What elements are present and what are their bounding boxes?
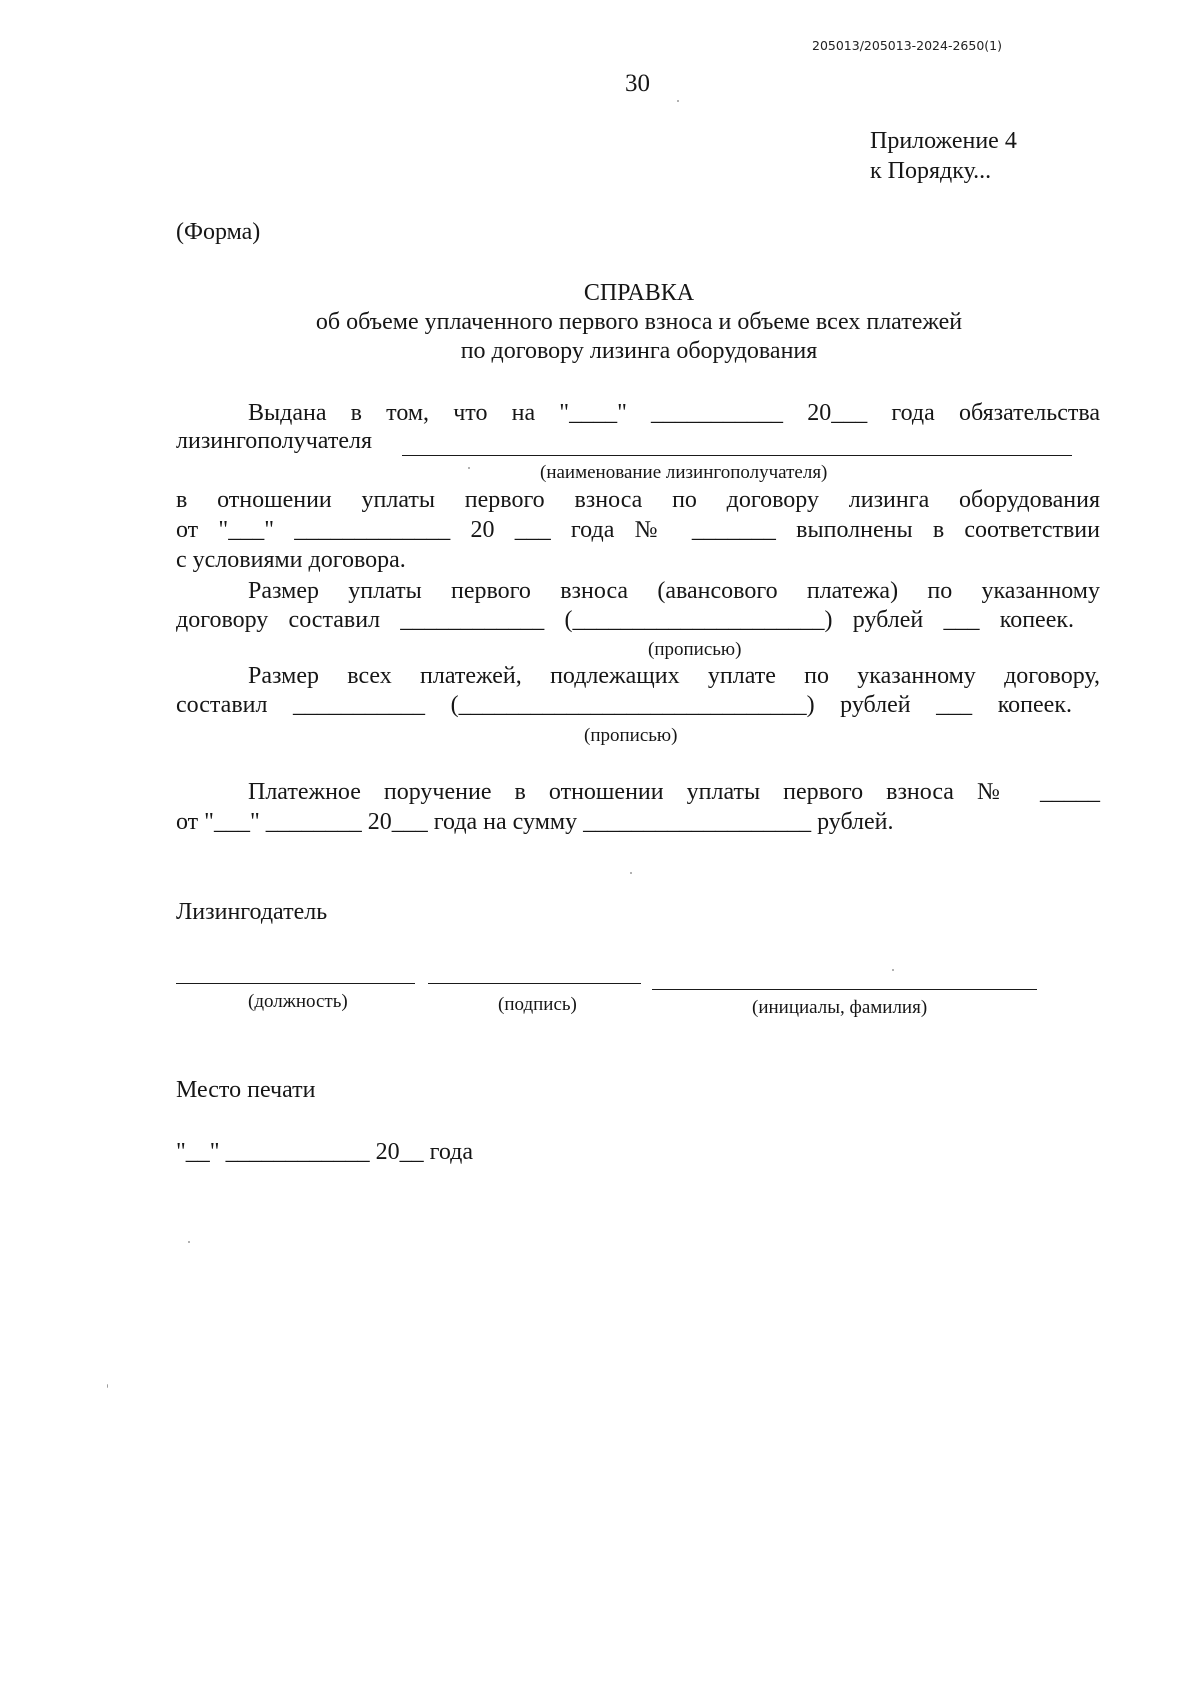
lessee-label-text: лизингополучателя [176, 428, 372, 454]
para1-line5: с условиями договора. [176, 547, 406, 573]
para4-line2: от "___" ________ 20___ года на сумму ___________________ рублей. [176, 809, 894, 835]
seal-label: Место печати [176, 1077, 316, 1103]
scan-speck [468, 467, 470, 469]
para1-line1: Выдана в том, что на "____" ___________ 20___ года обязательства [248, 400, 1100, 426]
name-signature-line [652, 989, 1037, 990]
para3-caption: (прописью) [584, 725, 678, 746]
name-caption: (инициалы, фамилия) [752, 997, 928, 1018]
scan-speck [188, 1241, 190, 1243]
para2-line2: договору составил ____________ (_____________________) рублей ___ копеек. [176, 607, 1074, 633]
scan-speck [892, 969, 894, 971]
position-caption: (должность) [248, 991, 348, 1012]
form-label: (Форма) [176, 219, 261, 245]
para3-line2: составил ___________ (_____________________________) рублей ___ копеек. [176, 692, 1072, 718]
para3-line1: Размер всех платежей, подлежащих уплате по указанному договору, [248, 663, 1100, 689]
para4-line1: Платежное поручение в отношении уплаты первого взноса № _____ [248, 779, 1100, 805]
document-title: СПРАВКА [583, 280, 695, 306]
signature-line [428, 983, 641, 984]
position-signature-line [176, 983, 415, 984]
para2-line1: Размер уплаты первого взноса (авансового платежа) по указанному [248, 578, 1100, 604]
lessee-name-caption: (наименование лизингополучателя) [540, 462, 828, 483]
lessee-name-blank-line [402, 455, 1072, 456]
para1-line3: в отношении уплаты первого взноса по договору лизинга оборудования [176, 487, 1100, 513]
date-line: "__" ____________ 20__ года [176, 1139, 474, 1165]
para2-caption: (прописью) [648, 639, 742, 660]
para1-line2 [176, 428, 372, 455]
scan-speck [630, 872, 632, 874]
document-subtitle-1: об объеме уплаченного первого взноса и объеме всех платежей [315, 309, 963, 335]
lessor-label: Лизингодатель [176, 899, 328, 925]
scan-speck [107, 1384, 108, 1388]
appendix-line-2: к Порядку... [870, 158, 992, 184]
document-id: 205013/205013-2024-2650(1) [812, 38, 1002, 53]
signature-caption: (подпись) [498, 994, 577, 1015]
para1-line4: от "___" _____________ 20 ___ года № _______ выполнены в соответствии [176, 517, 1100, 543]
page-number: 30 [625, 70, 650, 97]
scan-speck [677, 100, 679, 102]
appendix-line-1: Приложение 4 [870, 128, 1017, 154]
document-subtitle-2: по договору лизинга оборудования [460, 338, 818, 364]
